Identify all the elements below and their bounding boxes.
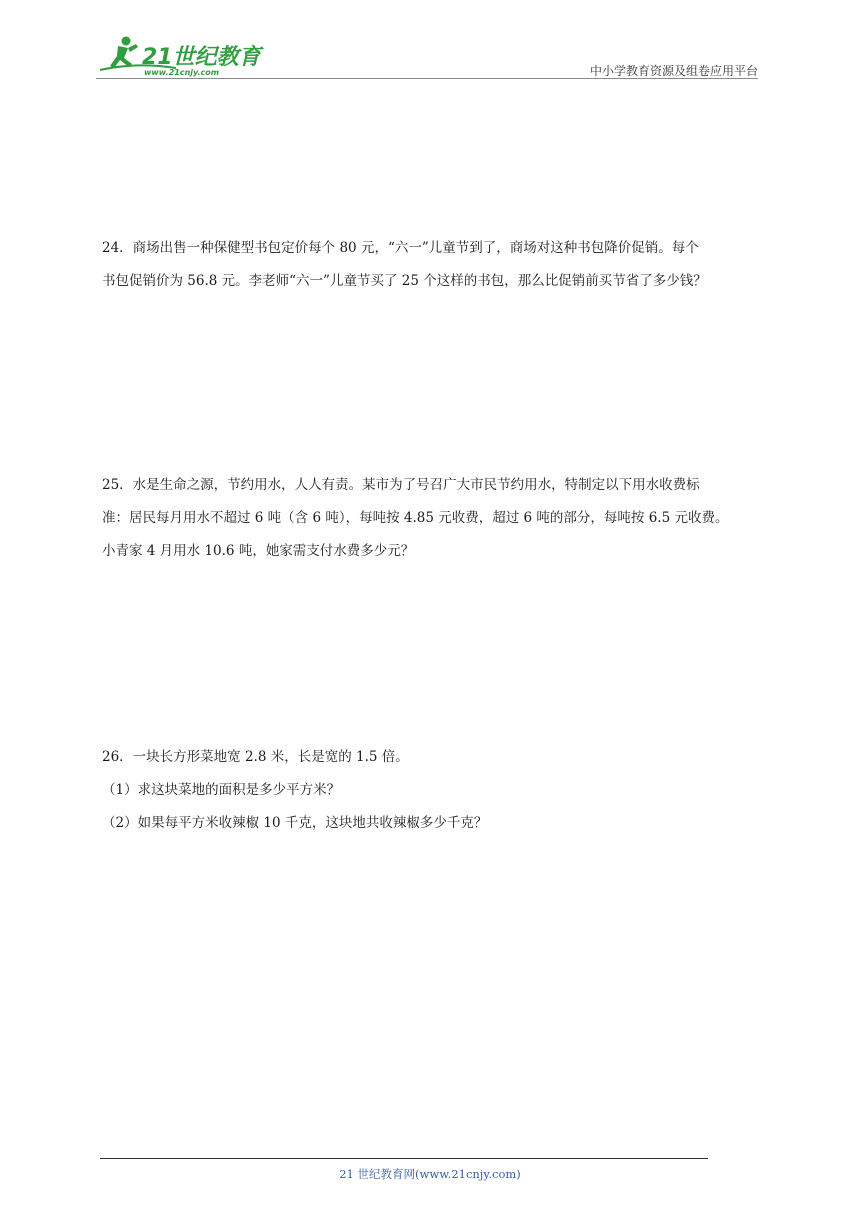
question-line: 准：居民每月用水不超过 6 吨（含 6 吨），每吨按 4.85 元收费，超过 6 吨的部分，每吨按 6.5 元收费。 (102, 510, 729, 526)
question-line: 24．商场出售一种保健型书包定价每个 80 元，“六一”儿童节到了，商场对这种书包降价促销。每个 (102, 240, 699, 256)
question-subpart-2: （2）如果每平方米收辣椒 10 千克，这块地共收辣椒多少千克？ (102, 815, 488, 831)
header-divider (96, 78, 758, 79)
question-line: 25．水是生命之源，节约用水，人人有责。某市为了号召广大市民节约用水，特制定以下用水收费标 (102, 477, 700, 493)
question-subpart-1: （1）求这块菜地的面积是多少平方米？ (102, 782, 341, 798)
logo-wordmark: 21世纪教育 (142, 45, 261, 70)
platform-title: 中小学教育资源及组卷应用平台 (589, 64, 758, 78)
question-line: 书包促销价为 56.8 元。李老师“六一”儿童节买了 25 个这样的书包，那么比促销前买节省了多少钱？ (102, 273, 707, 289)
footer-link[interactable]: 21 世纪教育网(www.21cnjy.com) (339, 1167, 521, 1181)
page-header (96, 30, 758, 78)
question-line: 26．一块长方形菜地宽 2.8 米，长是宽的 1.5 倍。 (102, 749, 409, 765)
site-logo (96, 32, 266, 78)
question-26 (102, 741, 762, 840)
question-25 (102, 469, 762, 568)
footer-divider (100, 1158, 708, 1159)
logo-url: www.21cnjy.com (144, 68, 220, 77)
question-line: 小青家 4 月用水 10.6 吨，她家需支付水费多少元？ (102, 543, 415, 559)
question-24 (102, 232, 762, 298)
